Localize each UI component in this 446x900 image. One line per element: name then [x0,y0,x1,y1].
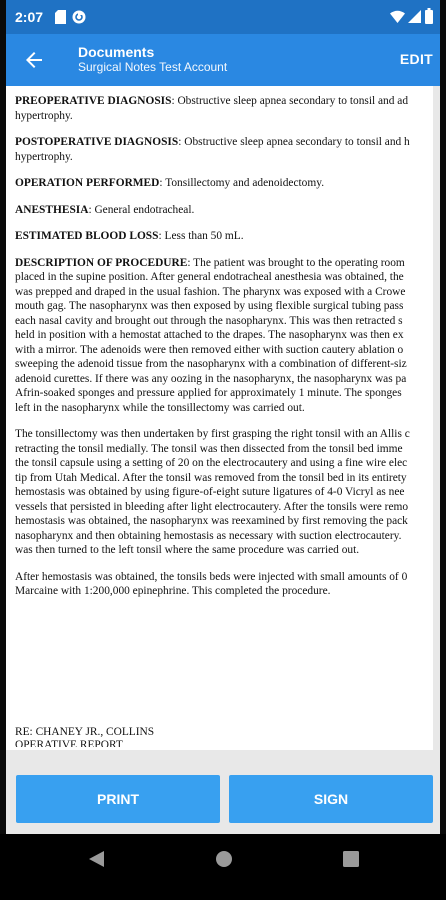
phone-screen [6,0,440,900]
section-blood-loss: ESTIMATED BLOOD LOSS: Less than 50 mL. [15,230,244,242]
paragraph-hemostasis: After hemostasis was obtained, the tonsils beds were injected with small amounts of 0 Marcaine with 1:200,000 epinephrine. This completed the procedure. [15,570,408,597]
sync-icon [72,10,86,24]
document-footer [15,726,154,747]
system-nav-bar [0,834,446,900]
section-operation: OPERATION PERFORMED: Tonsillectomy and adenoidectomy. [15,177,325,189]
paragraph-tonsillectomy: The tonsillectomy was then undertaken by first grasping the right tonsil with an Allis c retracting the tonsil medially. The tonsil was then dissected from the tonsil bed imme the tonsil capsule using a setting of 20 on the electrocautery and using a fine wire elec tip from Utah Medical. After the tonsil was removed from the tonsil bed in its entirety hemostasis was obtained by using figure-of-eight suture ligatures of 4-0 Vicryl as nee vessels that persisted in bleeding after light electrocautery. After the tonsils were remo hemostasis was obtained, the nasopharynx was reexamined by first removing the pack nasopharynx and then obtaining hemostasis as necessary with suction electrocautery. was then turned to the left tonsil where the same procedure was carried out. [15,428,410,556]
sd-card-icon [55,10,66,24]
section-text: General endotracheal. [94,203,195,216]
nav-home-icon[interactable] [214,849,234,869]
section-heading: POSTOPERATIVE DIAGNOSIS [15,136,179,148]
section-text: Tonsillectomy and adenoidectomy. [165,177,325,189]
section-heading: ANESTHESIA [15,203,89,216]
section-text: The patient was brought to the operating room placed in the supine position. After general endotracheal anesthesia was obtained, the was prepped and draped in the usual fashion. The pharynx was exposed with a Crowe mouth gag. The nasopharynx was then exposed by using flexible surgical tubing pass each nasal cavity and brought out through the nasopharynx. This was then retracted s held in position with a hemostat attached to the drapes. The nasopharynx was then ex with a mirror. The adenoids were then removed either with suction cautery ablation o sweeping the adenoid tissue from the nasopharynx with a combination of different-siz adenoid curettes. If there was any oozing in the nasopharynx, the nasopharynx was pa Afrin-soaked sponges and pressure applied for approximately 1 minute. The sponges left in the nasopharynx while the tonsillectomy was carried out. [15,256,407,414]
wifi-icon [390,10,405,23]
section-text: Obstructive sleep apnea secondary to tonsil and ad hypertrophy. [15,95,409,122]
status-time: 2:07 [15,9,44,25]
app-bar-titles [78,44,227,74]
page-title: Documents [78,44,155,60]
action-bar [6,750,440,834]
section-postop: POSTOPERATIVE DIAGNOSIS: Obstructive sleep apnea secondary to tonsil and h hypertrophy. [15,136,410,163]
back-arrow-icon[interactable] [22,48,46,72]
sign-button[interactable]: SIGN [229,775,433,823]
account-subtitle: Surgical Notes Test Account [78,60,228,74]
section-heading: PREOPERATIVE DIAGNOSIS [15,95,172,107]
section-text: Less than 50 mL. [164,230,244,242]
section-anesthesia: ANESTHESIA: General endotracheal. [15,203,195,216]
edit-button[interactable]: EDIT [399,51,433,67]
document-body [15,94,433,611]
section-heading: OPERATION PERFORMED [15,177,160,189]
document-viewer[interactable] [6,86,433,750]
section-heading: DESCRIPTION OF PROCEDURE [15,256,188,269]
status-bar [6,0,440,34]
battery-icon [425,8,433,24]
section-procedure: DESCRIPTION OF PROCEDURE: The patient was brought to the operating room placed in the supine position. After general endotracheal anesthesia was obtained, the was prepped and draped in the usual fashion. The pharynx was exposed with a Crowe mouth gag. The nasopharynx was then exposed by using flexible surgical tubing pass each nasal cavity and brought out through the nasopharynx. This was then retracted s held in position with a hemostat attached to the drapes. The nasopharynx was then ex with a mirror. The adenoids were then removed either with suction cautery ablation o sweeping the adenoid tissue from the nasopharynx with a combination of different-siz adenoid curettes. If there was any oozing in the nasopharynx, the nasopharynx was pa Afrin-soaked sponges and pressure applied for approximately 1 minute. The sponges left in the nasopharynx while the tonsillectomy was carried out. [15,256,407,414]
section-heading: ESTIMATED BLOOD LOSS [15,230,159,242]
footer-patient: RE: CHANEY JR., COLLINS [15,726,155,738]
nav-recents-icon[interactable] [343,851,359,867]
section-text: Obstructive sleep apnea secondary to tonsil and h hypertrophy. [15,136,410,163]
footer-report-type: OPERATIVE REPORT [15,739,123,747]
print-button[interactable]: PRINT [16,775,220,823]
signal-icon [408,10,421,23]
app-bar [6,34,440,86]
nav-back-icon[interactable] [87,850,105,868]
section-preop: PREOPERATIVE DIAGNOSIS: Obstructive sleep apnea secondary to tonsil and ad hypertrophy. [15,95,409,122]
